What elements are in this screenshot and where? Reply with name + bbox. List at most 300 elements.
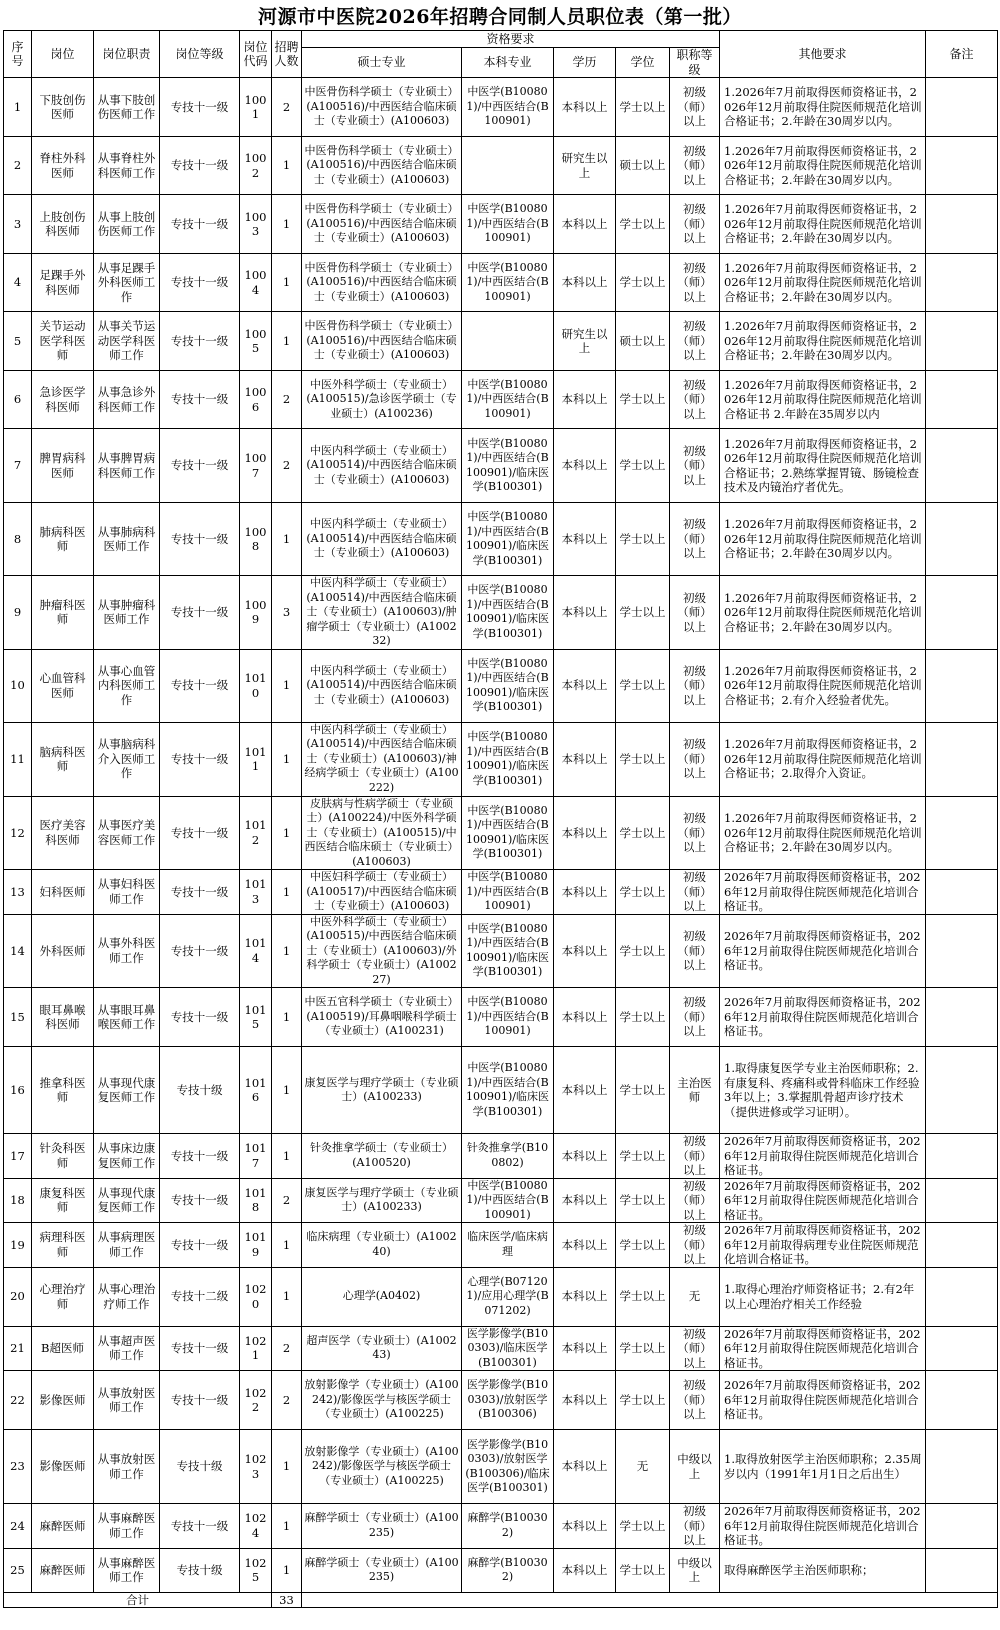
cell-post: 脑病科医师 xyxy=(32,722,94,796)
cell-grade: 专技十一级 xyxy=(160,649,240,722)
table-row xyxy=(4,870,998,915)
cell-note xyxy=(926,78,998,137)
cell-note xyxy=(926,254,998,312)
cell-bachelor: 中医学(B100801)/中西医结合(B100901) xyxy=(462,1178,554,1223)
cell-no: 21 xyxy=(4,1326,32,1371)
cell-other: 2026年7月前取得医师资格证书，2026年12月前取得住院医师规范化培训合格证书。 xyxy=(720,914,926,988)
cell-degree: 学士以上 xyxy=(616,1223,670,1268)
cell-other: 1.2026年7月前取得医师资格证书，2026年12月前取得住院医师规范化培训合格证书；2.熟练掌握胃镜、肠镜检查技术及内镜治疗者优先。 xyxy=(720,429,926,503)
cell-count: 1 xyxy=(272,1223,302,1268)
cell-post: 下肢创伤医师 xyxy=(32,78,94,137)
cell-master: 中医骨伤科学硕士（专业硕士）(A100516)/中西医结合临床硕士（专业硕士）(A100603) xyxy=(302,137,462,195)
cell-master: 康复医学与理疗学硕士（专业硕士）(A100233) xyxy=(302,1047,462,1134)
cell-degree: 学士以上 xyxy=(616,870,670,915)
cell-degree: 学士以上 xyxy=(616,1371,670,1430)
cell-bachelor: 中医学(B100801)/中西医结合(B100901) xyxy=(462,195,554,254)
cell-no: 25 xyxy=(4,1548,32,1592)
cell-master: 中医外科学硕士（专业硕士）(A100515)/急诊医学硕士（专业硕士）(A100236) xyxy=(302,371,462,429)
cell-grade: 专技十一级 xyxy=(160,429,240,503)
cell-note xyxy=(926,195,998,254)
cell-post: 眼耳鼻喉科医师 xyxy=(32,988,94,1047)
cell-grade: 专技十级 xyxy=(160,1047,240,1134)
table-row xyxy=(4,1047,998,1134)
cell-code: 1022 xyxy=(240,1371,272,1430)
cell-edu: 本科以上 xyxy=(554,988,616,1047)
header-grade: 岗位等级 xyxy=(160,31,240,78)
cell-count: 2 xyxy=(272,1326,302,1371)
cell-grade: 专技十一级 xyxy=(160,914,240,988)
cell-no: 17 xyxy=(4,1134,32,1179)
cell-grade: 专技十一级 xyxy=(160,1371,240,1430)
cell-count: 1 xyxy=(272,1548,302,1592)
table-row xyxy=(4,1267,998,1326)
cell-degree: 学士以上 xyxy=(616,254,670,312)
cell-edu: 本科以上 xyxy=(554,1134,616,1179)
cell-grade: 专技十一级 xyxy=(160,78,240,137)
cell-duty: 从事眼耳鼻喉医师工作 xyxy=(94,988,160,1047)
header-post: 岗位 xyxy=(32,31,94,78)
cell-no: 3 xyxy=(4,195,32,254)
table-row xyxy=(4,78,998,137)
positions-body xyxy=(4,78,998,1593)
cell-duty: 从事现代康复医师工作 xyxy=(94,1178,160,1223)
cell-grade: 专技十一级 xyxy=(160,371,240,429)
cell-duty: 从事脑病科介入医师工作 xyxy=(94,722,160,796)
document-title: 河源市中医院2026年招聘合同制人员职位表（第一批） xyxy=(258,6,742,28)
cell-code: 1013 xyxy=(240,870,272,915)
positions-table xyxy=(3,30,998,1608)
cell-edu: 本科以上 xyxy=(554,429,616,503)
cell-degree: 学士以上 xyxy=(616,1178,670,1223)
cell-title-level: 初级（师）以上 xyxy=(670,195,720,254)
cell-title-level: 初级（师）以上 xyxy=(670,1504,720,1549)
total-empty xyxy=(302,1592,998,1608)
table-row xyxy=(4,914,998,988)
cell-master: 中医内科学硕士（专业硕士）(A100514)/中西医结合临床硕士（专业硕士）(A100603)/肿瘤学硕士（专业硕士）(A100232) xyxy=(302,576,462,650)
cell-other: 1.2026年7月前取得医师资格证书，2026年12月前取得住院医师规范化培训合格证书；2.年龄在30周岁以内。 xyxy=(720,312,926,371)
cell-code: 1024 xyxy=(240,1504,272,1549)
cell-bachelor xyxy=(462,137,554,195)
cell-master: 放射影像学（专业硕士）(A100242)/影像医学与核医学硕士（专业硕士）(A100225) xyxy=(302,1430,462,1504)
cell-title-level: 初级（师）以上 xyxy=(670,870,720,915)
cell-code: 1011 xyxy=(240,722,272,796)
cell-no: 9 xyxy=(4,576,32,650)
cell-master: 麻醉学硕士（专业硕士）(A100235) xyxy=(302,1504,462,1549)
cell-no: 22 xyxy=(4,1371,32,1430)
cell-degree: 硕士以上 xyxy=(616,137,670,195)
cell-count: 1 xyxy=(272,195,302,254)
header-count: 招聘人数 xyxy=(272,31,302,78)
cell-edu: 本科以上 xyxy=(554,649,616,722)
table-row xyxy=(4,1371,998,1430)
cell-other: 2026年7月前取得医师资格证书，2026年12月前取得住院医师规范化培训合格证书。 xyxy=(720,1134,926,1179)
cell-note xyxy=(926,429,998,503)
cell-master: 麻醉学硕士（专业硕士）(A100235) xyxy=(302,1548,462,1592)
cell-post: 外科医师 xyxy=(32,914,94,988)
cell-duty: 从事脾胃病科医师工作 xyxy=(94,429,160,503)
cell-duty: 从事放射医师工作 xyxy=(94,1430,160,1504)
header-note: 备注 xyxy=(926,31,998,78)
cell-bachelor: 中医学(B100801)/中西医结合(B100901)/临床医学(B100301) xyxy=(462,796,554,870)
table-row xyxy=(4,1504,998,1549)
total-row xyxy=(4,1592,998,1608)
cell-bachelor: 医学影像学(B100303)/放射医学(B100306) xyxy=(462,1371,554,1430)
cell-no: 12 xyxy=(4,796,32,870)
cell-note xyxy=(926,1047,998,1134)
header-no: 序号 xyxy=(4,31,32,78)
cell-edu: 本科以上 xyxy=(554,796,616,870)
cell-other: 2026年7月前取得医师资格证书，2026年12月前取得住院医师规范化培训合格证书。 xyxy=(720,1178,926,1223)
cell-bachelor: 麻醉学(B100302) xyxy=(462,1548,554,1592)
cell-note xyxy=(926,312,998,371)
cell-title-level: 初级（师）以上 xyxy=(670,649,720,722)
cell-title-level: 初级（师）以上 xyxy=(670,576,720,650)
cell-duty: 从事肺病科医师工作 xyxy=(94,503,160,576)
table-row xyxy=(4,503,998,576)
cell-no: 6 xyxy=(4,371,32,429)
cell-other: 1.2026年7月前取得医师资格证书，2026年12月前取得住院医师规范化培训合格证书；2.年龄在30周岁以内。 xyxy=(720,195,926,254)
table-row xyxy=(4,1223,998,1268)
cell-edu: 本科以上 xyxy=(554,870,616,915)
cell-count: 1 xyxy=(272,1134,302,1179)
cell-bachelor: 中医学(B100801)/中西医结合(B100901) xyxy=(462,254,554,312)
cell-edu: 本科以上 xyxy=(554,1430,616,1504)
cell-code: 1007 xyxy=(240,429,272,503)
cell-edu: 本科以上 xyxy=(554,1371,616,1430)
cell-other: 2026年7月前取得医师资格证书，2026年12月前取得住院医师规范化培训合格证书。 xyxy=(720,1504,926,1549)
cell-note xyxy=(926,503,998,576)
cell-other: 1.取得康复医学专业主治医师职称；2.有康复科、疼痛科或骨科临床工作经验3年以上；3.掌握肌骨超声诊疗技术（提供进修或学习证明）。 xyxy=(720,1047,926,1134)
cell-count: 1 xyxy=(272,1267,302,1326)
cell-count: 2 xyxy=(272,429,302,503)
cell-grade: 专技十一级 xyxy=(160,503,240,576)
cell-title-level: 中级以上 xyxy=(670,1548,720,1592)
cell-count: 2 xyxy=(272,371,302,429)
cell-title-level: 中级以上 xyxy=(670,1430,720,1504)
cell-duty: 从事急诊外科医师工作 xyxy=(94,371,160,429)
cell-master: 放射影像学（专业硕士）(A100242)/影像医学与核医学硕士（专业硕士）(A100225) xyxy=(302,1371,462,1430)
cell-master: 临床病理（专业硕士）(A100240) xyxy=(302,1223,462,1268)
cell-post: 脊柱外科医师 xyxy=(32,137,94,195)
cell-other: 取得麻醉医学主治医师职称； xyxy=(720,1548,926,1592)
cell-count: 2 xyxy=(272,78,302,137)
cell-degree: 无 xyxy=(616,1430,670,1504)
cell-post: 妇科医师 xyxy=(32,870,94,915)
cell-other: 1.2026年7月前取得医师资格证书，2026年12月前取得住院医师规范化培训合格证书；2.有介入经验者优先。 xyxy=(720,649,926,722)
cell-code: 1023 xyxy=(240,1430,272,1504)
cell-duty: 从事心血管内科医师工作 xyxy=(94,649,160,722)
table-row xyxy=(4,576,998,650)
cell-code: 1005 xyxy=(240,312,272,371)
cell-grade: 专技十一级 xyxy=(160,796,240,870)
cell-count: 2 xyxy=(272,1178,302,1223)
cell-note xyxy=(926,649,998,722)
cell-duty: 从事上肢创伤医师工作 xyxy=(94,195,160,254)
cell-code: 1025 xyxy=(240,1548,272,1592)
cell-grade: 专技十一级 xyxy=(160,254,240,312)
cell-code: 1010 xyxy=(240,649,272,722)
table-row xyxy=(4,988,998,1047)
cell-code: 1003 xyxy=(240,195,272,254)
cell-note xyxy=(926,870,998,915)
table-row xyxy=(4,1134,998,1179)
header-qualification: 资格要求 xyxy=(302,31,720,48)
cell-master: 皮肤病与性病学硕士（专业硕士）(A100224)/中医外科学硕士（专业硕士）(A100515)/中西医结合临床硕士（专业硕士）(A100603) xyxy=(302,796,462,870)
cell-bachelor: 麻醉学(B100302) xyxy=(462,1504,554,1549)
cell-degree: 学士以上 xyxy=(616,722,670,796)
cell-bachelor: 中医学(B100801)/中西医结合(B100901) xyxy=(462,371,554,429)
table-row xyxy=(4,722,998,796)
cell-edu: 本科以上 xyxy=(554,722,616,796)
cell-no: 11 xyxy=(4,722,32,796)
cell-master: 针灸推拿学硕士（专业硕士）(A100520) xyxy=(302,1134,462,1179)
cell-no: 18 xyxy=(4,1178,32,1223)
cell-note xyxy=(926,1223,998,1268)
cell-post: 肺病科医师 xyxy=(32,503,94,576)
table-row xyxy=(4,1178,998,1223)
cell-title-level: 初级（师）以上 xyxy=(670,1134,720,1179)
cell-code: 1017 xyxy=(240,1134,272,1179)
cell-no: 2 xyxy=(4,137,32,195)
cell-other: 2026年7月前取得医师资格证书，2026年12月前取得住院医师规范化培训合格证书。 xyxy=(720,988,926,1047)
cell-edu: 本科以上 xyxy=(554,1047,616,1134)
cell-other: 1.2026年7月前取得医师资格证书，2026年12月前取得住院医师规范化培训合格证书；2.年龄在30周岁以内。 xyxy=(720,796,926,870)
cell-no: 20 xyxy=(4,1267,32,1326)
cell-master: 中医五官科学硕士（专业硕士）(A100519)/耳鼻咽喉科学硕士（专业硕士）(A100231) xyxy=(302,988,462,1047)
cell-title-level: 初级（师）以上 xyxy=(670,429,720,503)
cell-degree: 学士以上 xyxy=(616,429,670,503)
cell-bachelor: 中医学(B100801)/中西医结合(B100901) xyxy=(462,78,554,137)
cell-note xyxy=(926,1371,998,1430)
cell-note xyxy=(926,1267,998,1326)
cell-bachelor: 中医学(B100801)/中西医结合(B100901)/临床医学(B100301) xyxy=(462,429,554,503)
cell-bachelor: 中医学(B100801)/中西医结合(B100901) xyxy=(462,988,554,1047)
cell-post: 麻醉医师 xyxy=(32,1504,94,1549)
cell-grade: 专技十一级 xyxy=(160,137,240,195)
cell-count: 2 xyxy=(272,1371,302,1430)
cell-no: 13 xyxy=(4,870,32,915)
cell-note xyxy=(926,1134,998,1179)
cell-title-level: 初级（师）以上 xyxy=(670,796,720,870)
cell-other: 2026年7月前取得医师资格证书，2026年12月前取得病理专业住院医师规范化培训合格证书。 xyxy=(720,1223,926,1268)
cell-edu: 本科以上 xyxy=(554,914,616,988)
cell-note xyxy=(926,914,998,988)
cell-bachelor: 医学影像学(B100303)/放射医学(B100306)/临床医学(B100301) xyxy=(462,1430,554,1504)
cell-no: 24 xyxy=(4,1504,32,1549)
cell-title-level: 初级（师）以上 xyxy=(670,137,720,195)
cell-post: 医疗美容科医师 xyxy=(32,796,94,870)
cell-bachelor: 中医学(B100801)/中西医结合(B100901)/临床医学(B100301) xyxy=(462,576,554,650)
cell-degree: 学士以上 xyxy=(616,1267,670,1326)
header-master: 硕士专业 xyxy=(302,48,462,78)
cell-title-level: 初级（师）以上 xyxy=(670,254,720,312)
cell-note xyxy=(926,1548,998,1592)
cell-no: 14 xyxy=(4,914,32,988)
cell-degree: 学士以上 xyxy=(616,649,670,722)
cell-no: 23 xyxy=(4,1430,32,1504)
cell-degree: 学士以上 xyxy=(616,1504,670,1549)
cell-no: 19 xyxy=(4,1223,32,1268)
cell-note xyxy=(926,1326,998,1371)
cell-no: 16 xyxy=(4,1047,32,1134)
cell-degree: 学士以上 xyxy=(616,914,670,988)
cell-post: 足踝手外科医师 xyxy=(32,254,94,312)
cell-title-level: 初级（师）以上 xyxy=(670,1326,720,1371)
cell-code: 1014 xyxy=(240,914,272,988)
cell-count: 1 xyxy=(272,722,302,796)
header-edu: 学历 xyxy=(554,48,616,78)
header-row-1 xyxy=(4,31,998,48)
cell-post: 推拿科医师 xyxy=(32,1047,94,1134)
cell-count: 1 xyxy=(272,1430,302,1504)
cell-count: 1 xyxy=(272,796,302,870)
cell-edu: 本科以上 xyxy=(554,254,616,312)
cell-duty: 从事放射医师工作 xyxy=(94,1371,160,1430)
cell-note xyxy=(926,796,998,870)
cell-count: 1 xyxy=(272,137,302,195)
cell-duty: 从事脊柱外科医师工作 xyxy=(94,137,160,195)
cell-other: 1.取得放射医学主治医师职称；2.35周岁以内（1991年1月1日之后出生） xyxy=(720,1430,926,1504)
cell-bachelor: 中医学(B100801)/中西医结合(B100901)/临床医学(B100301) xyxy=(462,914,554,988)
cell-bachelor: 临床医学/临床病理 xyxy=(462,1223,554,1268)
cell-count: 1 xyxy=(272,1504,302,1549)
cell-master: 中医骨伤科学硕士（专业硕士）(A100516)/中西医结合临床硕士（专业硕士）(A100603) xyxy=(302,254,462,312)
cell-master: 中医骨伤科学硕士（专业硕士）(A100516)/中西医结合临床硕士（专业硕士）(A100603) xyxy=(302,78,462,137)
cell-bachelor: 医学影像学(B100303)/临床医学(B100301) xyxy=(462,1326,554,1371)
cell-grade: 专技十一级 xyxy=(160,1326,240,1371)
cell-edu: 本科以上 xyxy=(554,78,616,137)
cell-code: 1004 xyxy=(240,254,272,312)
cell-bachelor: 中医学(B100801)/中西医结合(B100901)/临床医学(B100301) xyxy=(462,649,554,722)
cell-no: 7 xyxy=(4,429,32,503)
cell-post: 针灸科医师 xyxy=(32,1134,94,1179)
cell-count: 1 xyxy=(272,254,302,312)
cell-post: 麻醉医师 xyxy=(32,1548,94,1592)
cell-bachelor: 中医学(B100801)/中西医结合(B100901)/临床医学(B100301) xyxy=(462,503,554,576)
cell-post: 心理治疗师 xyxy=(32,1267,94,1326)
cell-master: 中医外科学硕士（专业硕士）(A100515)/中西医结合临床硕士（专业硕士）(A100603)/外科学硕士（专业硕士）(A100227) xyxy=(302,914,462,988)
cell-grade: 专技十级 xyxy=(160,1430,240,1504)
cell-post: 影像医师 xyxy=(32,1371,94,1430)
cell-duty: 从事肿瘤科医师工作 xyxy=(94,576,160,650)
cell-degree: 硕士以上 xyxy=(616,312,670,371)
cell-bachelor: 心理学(B071201)/应用心理学(B071202) xyxy=(462,1267,554,1326)
cell-post: 关节运动医学科医师 xyxy=(32,312,94,371)
cell-other: 1.2026年7月前取得医师资格证书，2026年12月前取得住院医师规范化培训合格证书；2.取得介入资证。 xyxy=(720,722,926,796)
cell-title-level: 初级（师）以上 xyxy=(670,78,720,137)
cell-code: 1009 xyxy=(240,576,272,650)
cell-note xyxy=(926,1504,998,1549)
cell-edu: 本科以上 xyxy=(554,503,616,576)
cell-edu: 本科以上 xyxy=(554,1223,616,1268)
cell-no: 4 xyxy=(4,254,32,312)
cell-bachelor: 中医学(B100801)/中西医结合(B100901) xyxy=(462,870,554,915)
cell-other: 1.2026年7月前取得医师资格证书，2026年12月前取得住院医师规范化培训合格证书；2.年龄在30周岁以内。 xyxy=(720,137,926,195)
cell-title-level: 初级（师）以上 xyxy=(670,1371,720,1430)
cell-edu: 研究生以上 xyxy=(554,137,616,195)
cell-other: 1.2026年7月前取得医师资格证书，2026年12月前取得住院医师规范化培训合格证书；2.年龄在30周岁以内。 xyxy=(720,78,926,137)
cell-edu: 本科以上 xyxy=(554,576,616,650)
header-degree: 学位 xyxy=(616,48,670,78)
cell-degree: 学士以上 xyxy=(616,1326,670,1371)
cell-count: 1 xyxy=(272,988,302,1047)
cell-duty: 从事病理医师工作 xyxy=(94,1223,160,1268)
cell-degree: 学士以上 xyxy=(616,576,670,650)
header-duty: 岗位职责 xyxy=(94,31,160,78)
cell-duty: 从事医疗美容医师工作 xyxy=(94,796,160,870)
cell-edu: 本科以上 xyxy=(554,1504,616,1549)
table-row xyxy=(4,371,998,429)
cell-code: 1018 xyxy=(240,1178,272,1223)
cell-degree: 学士以上 xyxy=(616,1548,670,1592)
cell-title-level: 初级（师）以上 xyxy=(670,914,720,988)
cell-post: 脾胃病科医师 xyxy=(32,429,94,503)
cell-master: 康复医学与理疗学硕士（专业硕士）(A100233) xyxy=(302,1178,462,1223)
cell-degree: 学士以上 xyxy=(616,796,670,870)
cell-grade: 专技十一级 xyxy=(160,1134,240,1179)
table-row xyxy=(4,137,998,195)
cell-edu: 研究生以上 xyxy=(554,312,616,371)
cell-degree: 学士以上 xyxy=(616,1134,670,1179)
cell-post: 影像医师 xyxy=(32,1430,94,1504)
cell-count: 1 xyxy=(272,503,302,576)
cell-master: 中医骨伤科学硕士（专业硕士）(A100516)/中西医结合临床硕士（专业硕士）(A100603) xyxy=(302,312,462,371)
cell-other: 1.2026年7月前取得医师资格证书，2026年12月前取得住院医师规范化培训合格证书；2.年龄在30周岁以内。 xyxy=(720,503,926,576)
cell-title-level: 初级（师）以上 xyxy=(670,503,720,576)
cell-note xyxy=(926,1178,998,1223)
cell-code: 1012 xyxy=(240,796,272,870)
cell-post: 康复科医师 xyxy=(32,1178,94,1223)
cell-other: 1.2026年7月前取得医师资格证书，2026年12月前取得住院医师规范化培训合格证书；2.年龄在30周岁以内。 xyxy=(720,576,926,650)
cell-edu: 本科以上 xyxy=(554,1267,616,1326)
cell-degree: 学士以上 xyxy=(616,1047,670,1134)
cell-grade: 专技十一级 xyxy=(160,312,240,371)
cell-edu: 本科以上 xyxy=(554,195,616,254)
cell-code: 1020 xyxy=(240,1267,272,1326)
cell-bachelor: 针灸推拿学(B100802) xyxy=(462,1134,554,1179)
header-other: 其他要求 xyxy=(720,31,926,78)
cell-code: 1002 xyxy=(240,137,272,195)
cell-degree: 学士以上 xyxy=(616,195,670,254)
cell-title-level: 主治医师 xyxy=(670,1047,720,1134)
cell-master: 中医内科学硕士（专业硕士）(A100514)/中西医结合临床硕士（专业硕士）(A100603) xyxy=(302,429,462,503)
cell-other: 1.取得心理治疗师资格证书；2.有2年以上心理治疗相关工作经验 xyxy=(720,1267,926,1326)
cell-master: 中医妇科学硕士（专业硕士）(A100517)/中西医结合临床硕士（专业硕士）(A100603) xyxy=(302,870,462,915)
cell-master: 中医内科学硕士（专业硕士）(A100514)/中西医结合临床硕士（专业硕士）(A100603)/神经病学硕士（专业硕士）(A100222) xyxy=(302,722,462,796)
cell-no: 1 xyxy=(4,78,32,137)
cell-duty: 从事麻醉医师工作 xyxy=(94,1548,160,1592)
cell-grade: 专技十一级 xyxy=(160,576,240,650)
cell-code: 1015 xyxy=(240,988,272,1047)
cell-count: 1 xyxy=(272,312,302,371)
cell-grade: 专技十一级 xyxy=(160,722,240,796)
cell-note xyxy=(926,576,998,650)
cell-grade: 专技十二级 xyxy=(160,1267,240,1326)
cell-note xyxy=(926,1430,998,1504)
cell-title-level: 初级（师）以上 xyxy=(670,1178,720,1223)
table-row xyxy=(4,429,998,503)
cell-count: 1 xyxy=(272,914,302,988)
cell-post: 急诊医学科医师 xyxy=(32,371,94,429)
table-row xyxy=(4,195,998,254)
cell-title-level: 初级（师）以上 xyxy=(670,988,720,1047)
cell-no: 15 xyxy=(4,988,32,1047)
cell-duty: 从事妇科医师工作 xyxy=(94,870,160,915)
cell-title-level: 初级（师）以上 xyxy=(670,1223,720,1268)
header-code: 岗位代码 xyxy=(240,31,272,78)
table-row xyxy=(4,796,998,870)
cell-other: 2026年7月前取得医师资格证书，2026年12月前取得住院医师规范化培训合格证书。 xyxy=(720,870,926,915)
